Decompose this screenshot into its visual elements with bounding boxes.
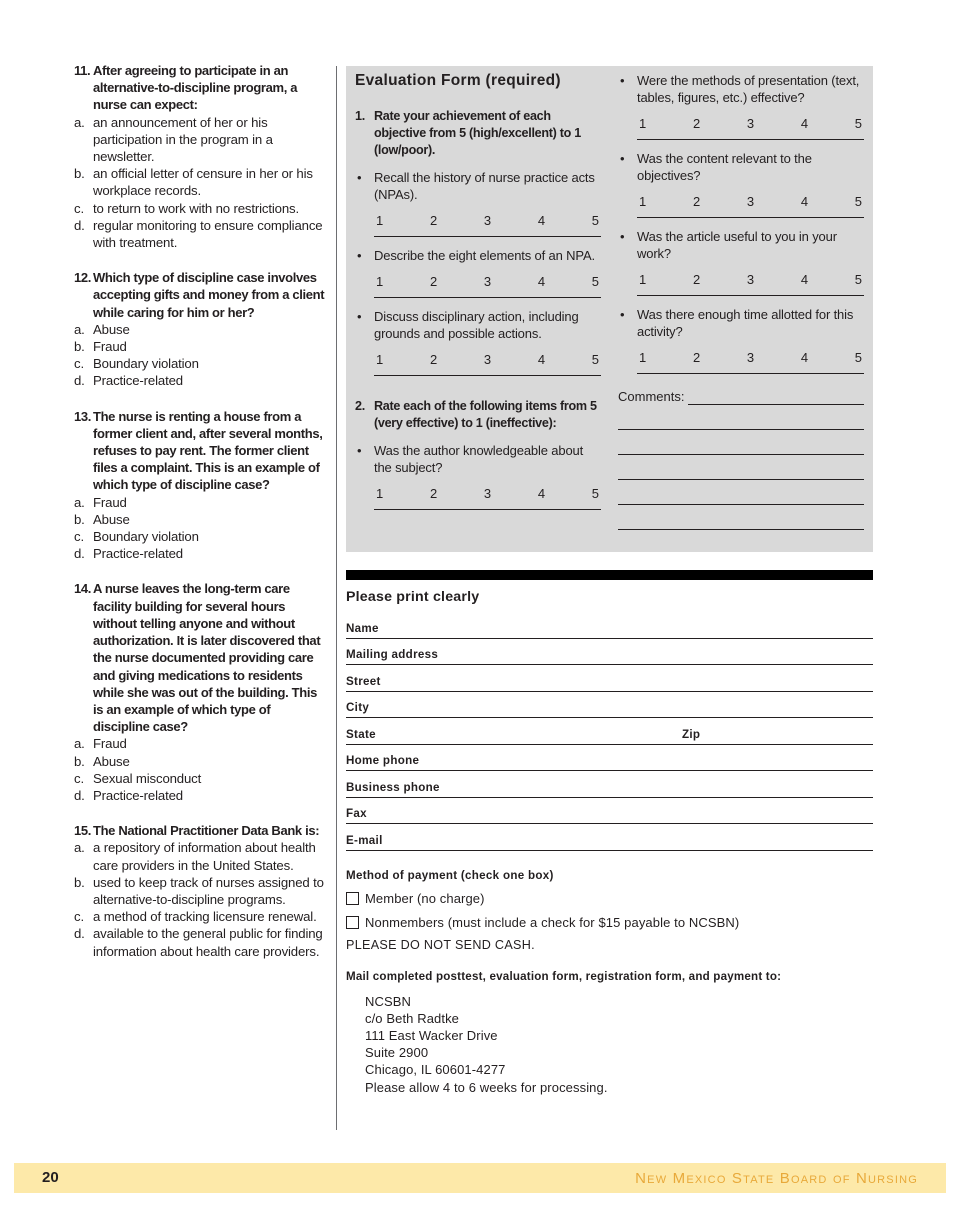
- question-number: 13.: [74, 408, 92, 424]
- email-field[interactable]: E-mail: [346, 824, 873, 851]
- answer-option[interactable]: b. Fraud: [74, 339, 127, 355]
- bullet-icon: •: [357, 443, 362, 458]
- bullet-icon: •: [620, 151, 625, 166]
- comments-line[interactable]: [618, 430, 864, 455]
- no-cash-notice: PLEASE DO NOT SEND CASH.: [346, 937, 535, 952]
- comments-line[interactable]: [688, 391, 864, 405]
- name-field[interactable]: Name: [346, 612, 873, 639]
- rating-item: • Was there enough time allotted for this activity?: [620, 307, 854, 339]
- answer-option[interactable]: d. regular monitoring to ensure compliance with treatment.: [74, 217, 323, 251]
- checkbox-icon[interactable]: [346, 892, 359, 905]
- answer-option[interactable]: a. Fraud: [74, 736, 127, 752]
- rating-item: • Was the content relevant to the objectives?: [620, 151, 812, 183]
- page-number: 20: [42, 1169, 59, 1186]
- evaluation-title: Evaluation Form (required): [355, 72, 561, 89]
- rating-scale[interactable]: 1 2 3 4 5: [637, 115, 864, 140]
- answer-option[interactable]: a. Abuse: [74, 321, 130, 337]
- rating-item: • Was the author knowledgeable about the subject?: [357, 443, 584, 475]
- mailing-address-block: NCSBN c/o Beth Radtke 111 East Wacker Drive Suite 2900 Chicago, IL 60601-4277 Please allow 4 to 6 weeks for processing.: [365, 993, 608, 1095]
- answer-option[interactable]: c. Sexual misconduct: [74, 770, 202, 786]
- evaluation-form: [346, 66, 873, 552]
- answer-option[interactable]: a. an announcement of her or his participation in the program in a newsletter.: [74, 114, 273, 165]
- answer-option[interactable]: c. a method of tracking licensure renewal.: [74, 909, 317, 925]
- rating-item: • Was the article useful to you in your work?: [620, 229, 837, 261]
- question-number: 12.: [74, 270, 92, 286]
- answer-option[interactable]: c. Boundary violation: [74, 529, 199, 545]
- answer-option[interactable]: c. Boundary violation: [74, 356, 199, 372]
- comments-label: Comments:: [618, 389, 685, 404]
- bullet-icon: •: [357, 309, 362, 324]
- registration-form: [346, 586, 873, 1096]
- registration-title: Please print clearly: [346, 589, 480, 605]
- payment-title: Method of payment (check one box): [346, 868, 554, 882]
- page-footer: [14, 1163, 946, 1193]
- rating-scale[interactable]: 1 2 3 4 5: [374, 351, 601, 376]
- question-11: [74, 62, 330, 251]
- question-15: [74, 822, 330, 960]
- question-number: 15.: [74, 823, 92, 839]
- street-field[interactable]: Street: [346, 665, 873, 692]
- comments-line[interactable]: [618, 505, 864, 530]
- bullet-icon: •: [620, 73, 625, 88]
- city-field[interactable]: City: [346, 692, 873, 719]
- rating-item: • Discuss disciplinary action, including grounds and possible actions.: [357, 309, 579, 341]
- answer-option[interactable]: b. Abuse: [74, 753, 130, 769]
- zip-label: Zip: [682, 727, 701, 741]
- comments-section: [618, 388, 864, 530]
- question-number: 14.: [74, 581, 92, 597]
- question-text: The nurse is renting a house from a former client and, after several months, refuses to pay rent. The former client files a complaint. This is an example of which type of discipline case?: [93, 408, 323, 493]
- answer-option[interactable]: d. Practice-related: [74, 546, 183, 562]
- evaluation-column-2: [618, 72, 864, 530]
- member-option[interactable]: Member (no charge): [346, 891, 873, 906]
- rating-scale[interactable]: 1 2 3 4 5: [637, 193, 864, 218]
- evaluation-column-1: [355, 108, 601, 510]
- question-text: After agreeing to participate in an alternative-to-discipline program, a nurse can expect:: [93, 63, 298, 113]
- checkbox-icon[interactable]: [346, 916, 359, 929]
- answer-option[interactable]: a. a repository of information about health care providers in the United States.: [74, 840, 316, 873]
- fax-field[interactable]: Fax: [346, 798, 873, 825]
- question-12: [74, 269, 330, 389]
- comments-line[interactable]: [618, 480, 864, 505]
- answer-option[interactable]: d. Practice-related: [74, 373, 183, 389]
- business-phone-field[interactable]: Business phone: [346, 771, 873, 798]
- rating-scale[interactable]: 1 2 3 4 5: [637, 349, 864, 374]
- section-2-heading: 2. Rate each of the following items from 5 (very effective) to 1 (ineffective):: [355, 399, 597, 430]
- rating-scale[interactable]: 1 2 3 4 5: [637, 271, 864, 296]
- rating-scale[interactable]: 1 2 3 4 5: [374, 212, 601, 237]
- bullet-icon: •: [620, 307, 625, 322]
- mailing-address-field[interactable]: Mailing address: [346, 639, 873, 666]
- question-14: [74, 580, 330, 804]
- question-number: 11.: [74, 63, 91, 78]
- answer-option[interactable]: a. Fraud: [74, 494, 127, 510]
- answer-option[interactable]: b. an official letter of censure in her or his workplace records.: [74, 166, 313, 199]
- quiz-column: [74, 62, 330, 978]
- answer-option[interactable]: b. Abuse: [74, 511, 130, 527]
- section-divider-bar: [346, 570, 873, 580]
- section-1-heading: 1. Rate your achievement of each objective from 5 (high/excellent) to 1 (low/poor).: [355, 109, 581, 157]
- bullet-icon: •: [620, 229, 625, 244]
- question-text: Which type of discipline case involves accepting gifts and money from a client while caring for him or her?: [93, 270, 325, 320]
- nonmember-option[interactable]: Nonmembers (must include a check for $15 payable to NCSBN): [346, 915, 873, 930]
- question-13: [74, 408, 330, 563]
- column-divider: [336, 66, 337, 1130]
- question-text: The National Practitioner Data Bank is:: [93, 823, 320, 839]
- rating-item: • Describe the eight elements of an NPA.: [357, 248, 595, 263]
- comments-line[interactable]: [618, 455, 864, 480]
- rating-scale[interactable]: 1 2 3 4 5: [374, 273, 601, 298]
- question-text: A nurse leaves the long-term care facility building for several hours without telling anyone and without authorization. It is later discovered that the nurse documented providing care and giving medications to residents while she was out of the building. This is an example of which type of discipline case?: [93, 581, 321, 735]
- rating-scale[interactable]: 1 2 3 4 5: [374, 485, 601, 510]
- state-zip-field[interactable]: State Zip: [346, 718, 873, 745]
- home-phone-field[interactable]: Home phone: [346, 745, 873, 772]
- rating-item: • Recall the history of nurse practice acts (NPAs).: [357, 170, 595, 202]
- organization-name: New Mexico State Board of Nursing: [635, 1170, 918, 1187]
- answer-option[interactable]: d. available to the general public for finding information about health care providers.: [74, 926, 323, 959]
- answer-option[interactable]: d. Practice-related: [74, 787, 183, 803]
- rating-item: • Were the methods of presentation (text, tables, figures, etc.) effective?: [620, 73, 860, 105]
- answer-option[interactable]: c. to return to work with no restrictions.: [74, 200, 299, 216]
- bullet-icon: •: [357, 248, 362, 263]
- comments-line[interactable]: [618, 405, 864, 430]
- bullet-icon: •: [357, 170, 362, 185]
- mail-instructions: Mail completed posttest, evaluation form, registration form, and payment to:: [346, 969, 782, 983]
- answer-option[interactable]: b. used to keep track of nurses assigned to alternative-to-discipline programs.: [74, 874, 324, 907]
